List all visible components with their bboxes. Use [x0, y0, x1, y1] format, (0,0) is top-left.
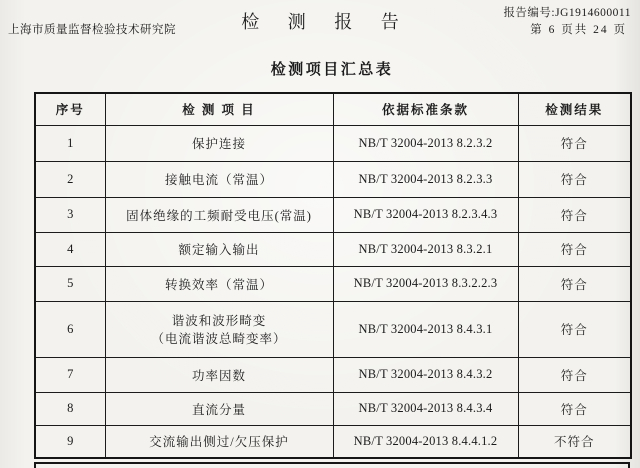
partial-next-row	[34, 462, 630, 468]
row-no: 9	[35, 425, 105, 458]
row-result: 符合	[518, 197, 631, 232]
table-row	[35, 232, 631, 266]
item-text: 交流输出侧过/欠压保护	[149, 435, 289, 450]
institute-name: 上海市质量监督检验技术研究院	[8, 24, 176, 36]
table-row	[35, 197, 631, 232]
row-clause: NB/T 32004-2013 8.4.3.1	[333, 301, 518, 357]
row-item	[105, 232, 333, 266]
table-row	[35, 392, 631, 425]
item-text: 保护连接	[191, 137, 246, 151]
row-clause: NB/T 32004-2013 8.4.3.4	[333, 392, 518, 425]
document-title: 检 测 报 告	[241, 12, 411, 32]
row-no: 3	[35, 197, 105, 232]
row-clause: NB/T 32004-2013 8.2.3.3	[333, 161, 518, 197]
table-row	[35, 266, 631, 301]
row-item	[105, 425, 333, 458]
table-row	[35, 425, 631, 458]
item-text: 额定输入输出	[178, 243, 260, 257]
row-result: 符合	[518, 301, 631, 357]
item-text: 固体绝缘的工频耐受电压(常温)	[126, 208, 312, 223]
test-summary-table	[34, 92, 632, 459]
row-result: 不符合	[518, 425, 631, 458]
page-number-info: 第 6 页共 24 页	[530, 24, 627, 36]
row-clause: NB/T 32004-2013 8.4.4.1.2	[333, 425, 518, 458]
row-item	[105, 301, 333, 357]
row-result: 符合	[518, 125, 631, 161]
table-row	[35, 301, 631, 357]
row-item	[105, 357, 333, 392]
row-no: 6	[35, 301, 105, 357]
header-col-item: 检 测 项 目	[105, 93, 333, 125]
row-result: 符合	[518, 266, 631, 301]
item-text: 接触电流（常温）	[164, 173, 273, 187]
item-text: 直流分量	[191, 402, 246, 417]
row-clause: NB/T 32004-2013 8.4.3.2	[333, 357, 518, 392]
table-title: 检测项目汇总表	[270, 61, 394, 78]
report-number: 报告编号:JG1914600011	[503, 7, 631, 19]
row-result: 符合	[518, 161, 631, 197]
row-clause: NB/T 32004-2013 8.3.2.1	[333, 232, 518, 266]
item-text: 功率因数	[191, 368, 246, 383]
row-clause: NB/T 32004-2013 8.2.3.2	[333, 125, 518, 161]
row-result: 符合	[518, 232, 631, 266]
table-row	[35, 125, 631, 161]
table-row	[35, 357, 631, 392]
row-clause: NB/T 32004-2013 8.2.3.4.3	[333, 197, 518, 232]
row-item	[105, 266, 333, 301]
row-item	[105, 197, 333, 232]
row-no: 2	[35, 161, 105, 197]
row-item	[105, 161, 333, 197]
row-no: 8	[35, 392, 105, 425]
row-item	[105, 392, 333, 425]
item-text: 转换效率（常温）	[164, 277, 273, 292]
table-row	[35, 161, 631, 197]
row-no: 4	[35, 232, 105, 266]
header-col-no: 序号	[35, 93, 105, 125]
row-clause: NB/T 32004-2013 8.3.2.2.3	[333, 266, 518, 301]
row-no: 1	[35, 125, 105, 161]
row-result: 符合	[518, 357, 631, 392]
row-item	[105, 125, 333, 161]
header-col-result: 检测结果	[518, 93, 631, 125]
row-no: 7	[35, 357, 105, 392]
item-text-line2: （电流谐波总畸变率）	[151, 332, 287, 346]
row-result: 符合	[518, 392, 631, 425]
item-text: 谐波和波形畸变	[171, 314, 267, 328]
table-header-row	[35, 93, 631, 125]
header-col-clause: 依据标准条款	[333, 93, 518, 125]
row-no: 5	[35, 266, 105, 301]
